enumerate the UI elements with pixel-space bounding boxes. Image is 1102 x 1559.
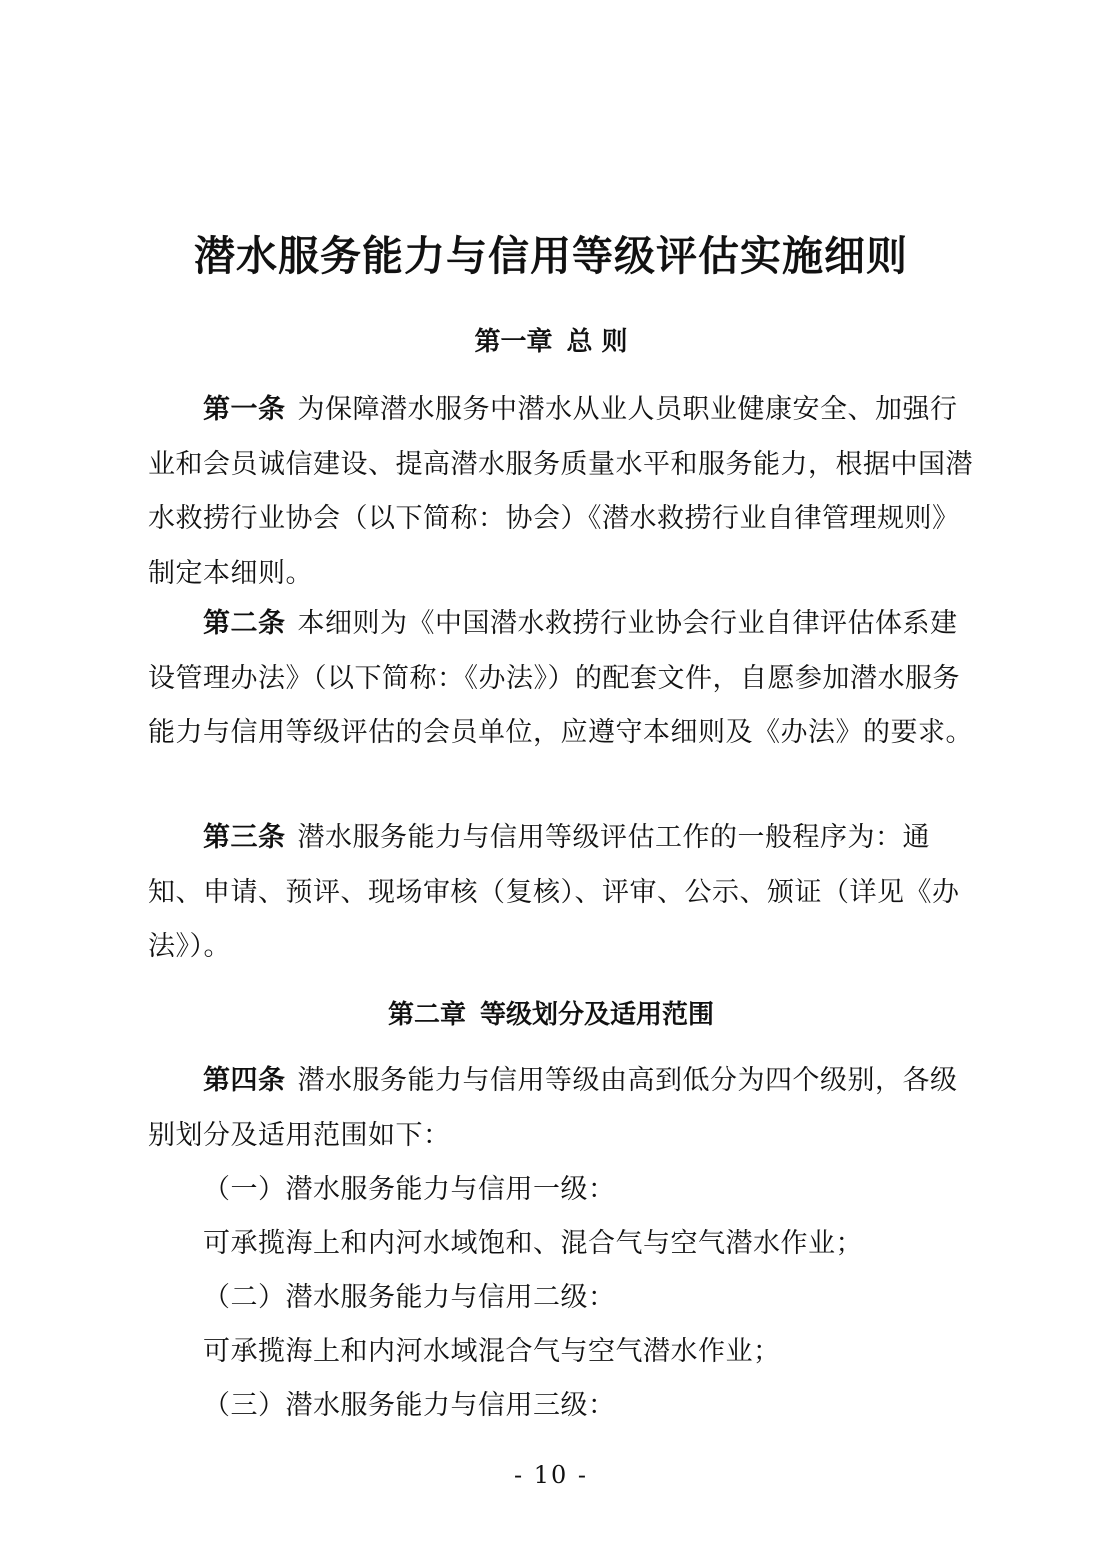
article-text: 潜水服务能力与信用等级由高到低分为四个级别，各级别划分及适用范围如下： bbox=[148, 1065, 958, 1151]
list-item: （三）潜水服务能力与信用三级： bbox=[203, 1390, 616, 1421]
chapter-name: 等级划分及适用范围 bbox=[480, 1000, 715, 1030]
chapter-heading-2 bbox=[0, 995, 1102, 1035]
chapter-label: 第二章 bbox=[387, 1000, 466, 1030]
article-text: 为保障潜水服务中潜水从业人员职业健康安全、加强行业和会员诚信建设、提高潜水服务质量水平和服务能力，根据中国潜水救捞行业协会（以下简称：协会）《潜水救捞行业自律管理规则》制定本细则。 bbox=[148, 394, 973, 589]
list-item: 可承揽海上和内河水域混合气与空气潜水作业； bbox=[203, 1336, 781, 1367]
chapter-name: 总 则 bbox=[566, 327, 628, 357]
article-label: 第四条 bbox=[203, 1065, 286, 1096]
list-item: （二）潜水服务能力与信用二级： bbox=[203, 1282, 616, 1313]
list-item: 可承揽海上和内河水域饱和、混合气与空气潜水作业； bbox=[203, 1228, 863, 1259]
article-label: 第二条 bbox=[203, 608, 286, 639]
article-label: 第三条 bbox=[203, 822, 286, 853]
article-label: 第一条 bbox=[203, 394, 286, 425]
document-title: 潜水服务能力与信用等级评估实施细则 bbox=[194, 232, 908, 280]
article-4 bbox=[148, 1054, 978, 1163]
chapter-heading-1 bbox=[0, 322, 1102, 362]
article-text: 潜水服务能力与信用等级评估工作的一般程序为：通知、申请、预评、现场审核（复核）、评审、公示、颁证（详见《办法》）。 bbox=[148, 822, 960, 962]
article-text: 本细则为《中国潜水救捞行业协会行业自律评估体系建设管理办法》（以下简称：《办法》）的配套文件，自愿参加潜水服务能力与信用等级评估的会员单位，应遵守本细则及《办法》的要求。 bbox=[148, 608, 973, 748]
article-1 bbox=[148, 383, 978, 601]
page-number: - 10 - bbox=[513, 1461, 588, 1489]
article-3 bbox=[148, 811, 978, 975]
list-item: （一）潜水服务能力与信用一级： bbox=[203, 1174, 616, 1205]
chapter-label: 第一章 bbox=[474, 327, 553, 357]
article-2 bbox=[148, 597, 978, 761]
